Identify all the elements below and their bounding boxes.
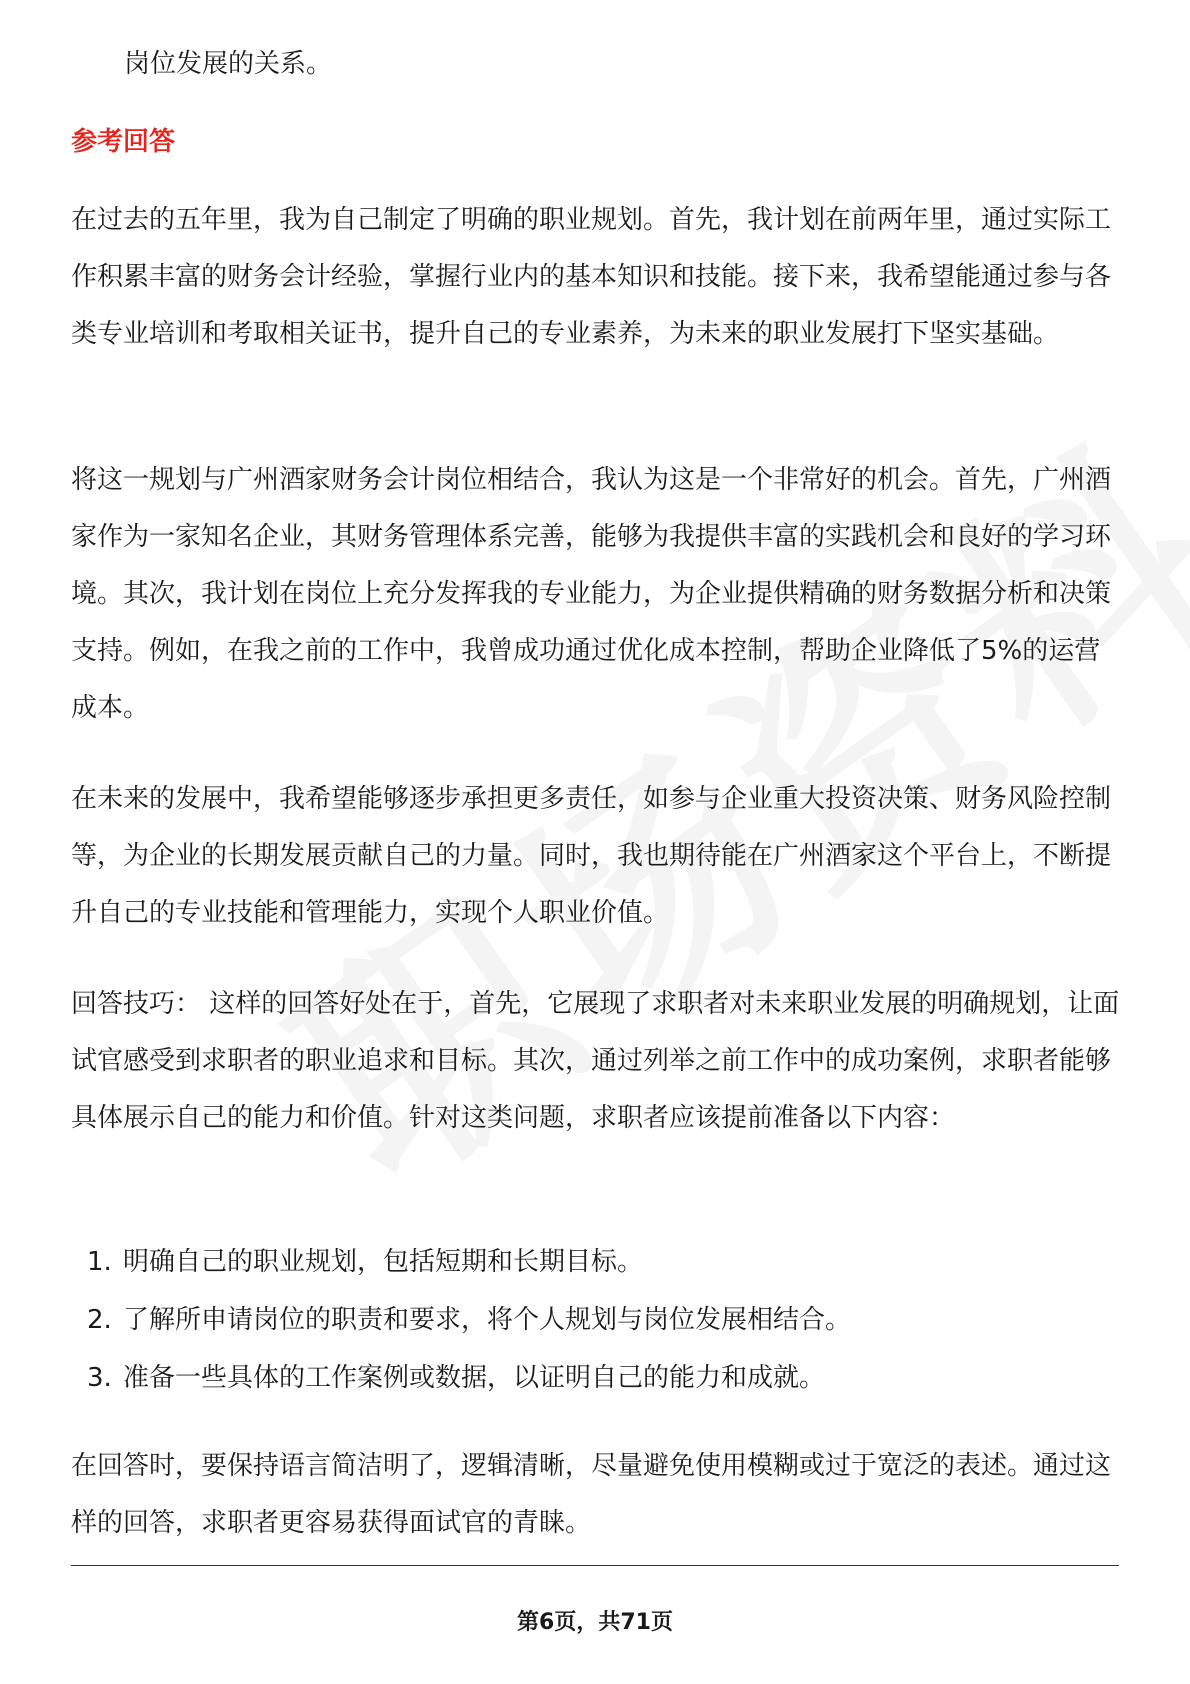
preparation-list <box>71 1233 1121 1407</box>
closing-paragraph: 在回答时，要保持语言简洁明了，逻辑清晰，尽量避免使用模糊或过于宽泛的表述。通过这样的回答，求职者更容易获得面试官的青睐。 <box>71 1451 1112 1538</box>
answer-paragraph-3: 在未来的发展中，我希望能够逐步承担更多责任，如参与企业重大投资决策、财务风险控制等，为企业的长期发展贡献自己的力量。同时，我也期待能在广州酒家这个平台上，不断提升自己的专业技能和管理能力，实现个人职业价值。 <box>71 784 1112 928</box>
list-item-text: 准备一些具体的工作案例或数据，以证明自己的能力和成就。 <box>123 1363 826 1393</box>
page-number: 第6页，共71页 <box>517 1610 673 1635</box>
section-title: 参考回答 <box>71 127 176 157</box>
footer-divider <box>71 1565 1119 1566</box>
list-item-number: 3. <box>87 1363 112 1393</box>
list-item <box>71 1291 1121 1349</box>
answer-paragraph-1: 在过去的五年里，我为自己制定了明确的职业规划。首先，我计划在前两年里，通过实际工作积累丰富的财务会计经验，掌握行业内的基本知识和技能。接下来，我希望能通过参与各类专业培训和考取相关证书，提升自己的专业素养，为未来的职业发展打下坚实基础。 <box>71 205 1112 349</box>
list-item-text: 了解所申请岗位的职责和要求，将个人规划与岗位发展相结合。 <box>123 1305 852 1335</box>
list-item-text: 明确自己的职业规划，包括短期和长期目标。 <box>123 1247 644 1277</box>
tips-paragraph: 回答技巧： 这样的回答好处在于，首先，它展现了求职者对未来职业发展的明确规划，让面试官感受到求职者的职业追求和目标。其次，通过列举之前工作中的成功案例，求职者能够具体展示自己的能力和价值。针对这类问题，求职者应该提前准备以下内容： <box>71 989 1120 1133</box>
list-item-number: 1. <box>87 1247 112 1277</box>
list-item-number: 2. <box>87 1305 112 1335</box>
continuation-line: 岗位发展的关系。 <box>124 49 333 79</box>
list-item <box>71 1233 1121 1291</box>
answer-paragraph-2: 将这一规划与广州酒家财务会计岗位相结合，我认为这是一个非常好的机会。首先，广州酒家作为一家知名企业，其财务管理体系完善，能够为我提供丰富的实践机会和良好的学习环境。其次，我计划在岗位上充分发挥我的专业能力，为企业提供精确的财务数据分析和决策支持。例如，在我之前的工作中，我曾成功通过优化成本控制，帮助企业降低了5%的运营成本。 <box>71 465 1112 723</box>
list-item <box>71 1349 1121 1407</box>
